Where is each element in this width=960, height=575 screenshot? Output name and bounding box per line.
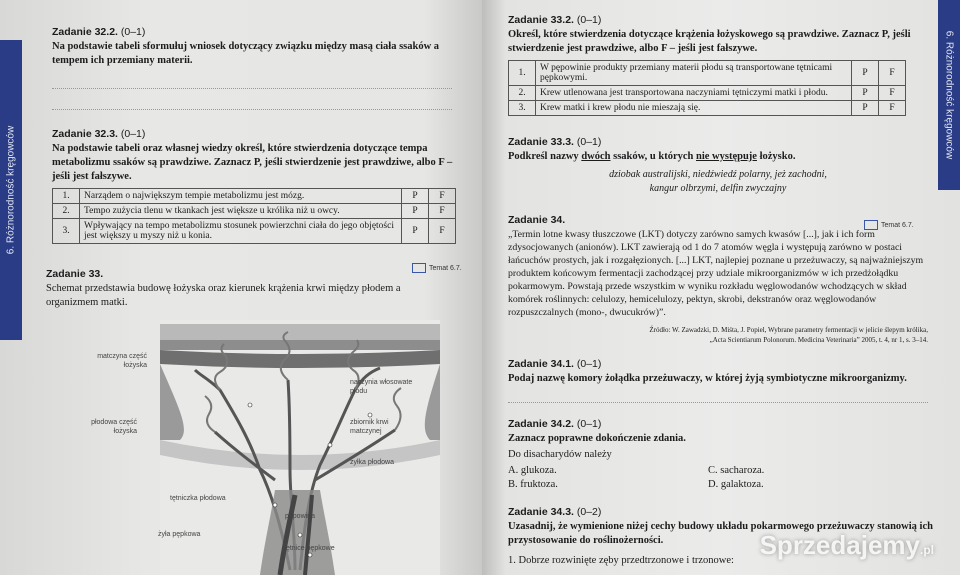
p-option[interactable]: P	[402, 189, 429, 204]
option-c[interactable]: C. sacharoza.	[708, 465, 765, 476]
true-false-table	[52, 188, 456, 244]
task-text: Uzasadnij, że wymienione niżej cechy budowy układu pokarmowego przeżuwaczy stanowią ich przystosowanie do roślinożerności.	[508, 521, 933, 546]
task-text: Schemat przedstawia budowę łożyska oraz kierunek krążenia krwi między płodem a organizmem matki.	[46, 283, 401, 308]
task-title: Zadanie 32.3. (0–1)	[52, 128, 146, 140]
topic-ref[interactable]: Temat 6.7.	[864, 220, 914, 230]
task-title: Zadanie 33.2. (0–1)	[508, 14, 602, 26]
watermark: Sprzedajemy.pl	[759, 530, 934, 560]
task-text: Podkreśl nazwy dwóch ssaków, u których nie występuje łożysko.	[508, 151, 796, 162]
answer-line[interactable]	[52, 97, 452, 110]
label-fetal-placenta: płodowa część łożyska	[91, 419, 137, 435]
label-fetal-capillaries: naczynia włosowate płodu	[350, 379, 413, 395]
source-citation: Źródło: W. Zawadzki, D. Miśta, J. Popiel, Wybrane parametry fermentacji w jelicie ślepym królika, „Acta Scientiarum Polonorum. Medicina Veterinaria” 2005, t. 4, nr 1, s. 3–14.	[649, 326, 928, 344]
lead-text: Do disacharydów należy	[508, 449, 612, 460]
book-icon	[412, 263, 426, 273]
f-option[interactable]: F	[429, 219, 456, 244]
task-text: Określ, które stwierdzenia dotyczące krążenia łożyskowego są prawdziwe. Zaznacz P, jeśli stwierdzenie jest prawdziwe, albo F – jeśli jest fałszywe.	[508, 29, 911, 54]
label-umbilical-vein: żyła pępkowa	[158, 531, 201, 538]
chapter-tab-label: 6. Różnorodność kręgowców	[943, 30, 955, 160]
task-title: Zadanie 33.	[46, 268, 104, 280]
task-text: Na podstawie tabeli oraz własnej wiedzy określ, które stwierdzenia dotyczące tempa metabolizmu ssaków są prawdziwe. Zaznacz P, jeśli stwierdzenie jest prawdziwe, albo F – jeśli jest fałszywe.	[52, 143, 453, 182]
option-d[interactable]: D. galaktoza.	[708, 479, 764, 490]
answer-line[interactable]	[508, 390, 928, 403]
chapter-tab-label: 6. Różnorodność kręgowców	[5, 125, 17, 255]
table-row: 2. Krew utlenowana jest transportowana naczyniami tętniczymi matki i płodu. P F	[509, 86, 906, 101]
task-33-2	[508, 14, 928, 116]
task-title: Zadanie 34.	[508, 214, 566, 226]
table-row: 2. Tempo zużycia tlenu w tkankach jest większe u królika niż u owcy. P F	[53, 204, 456, 219]
task-34-1	[508, 358, 928, 403]
f-option[interactable]: F	[879, 101, 906, 116]
p-option[interactable]: P	[852, 61, 879, 86]
item-1: 1. Dobrze rozwinięte zęby przedtrzonowe i trzonowe:	[508, 555, 734, 566]
p-option[interactable]: P	[402, 219, 429, 244]
answer-line[interactable]	[52, 76, 452, 89]
chapter-tab	[938, 0, 960, 190]
task-title: Zadanie 33.3. (0–1)	[508, 136, 602, 148]
label-maternal-placenta: matczyna część łożyska	[97, 353, 147, 369]
table-row: 1. Narządem o największym tempie metabolizmu jest mózg. P F	[53, 189, 456, 204]
label-umbilical-arteries: tętnice pępkowe	[284, 545, 335, 552]
label-fetal-venule: żyłka płodowa	[350, 459, 394, 466]
f-option[interactable]: F	[879, 61, 906, 86]
f-option[interactable]: F	[429, 189, 456, 204]
table-row: 3. Wpływający na tempo metabolizmu stosunek powierzchni ciała do jego objętości jest większy u myszy niż u konia. P F	[53, 219, 456, 244]
f-option[interactable]: F	[879, 86, 906, 101]
task-title: Zadanie 32.2. (0–1)	[52, 26, 146, 38]
uterine-wall	[160, 324, 440, 340]
task-text: Zaznacz poprawne dokończenie zdania.	[508, 433, 686, 444]
table-row: 1. W pępowinie produkty przemiany materii płodu są transportowane tętnicami pępkowymi. P F	[509, 61, 906, 86]
option-b[interactable]: B. fruktoza.	[508, 479, 558, 490]
task-text: Na podstawie tabeli sformułuj wniosek dotyczący związku między masą ciała ssaków a tempem ich przemiany materii.	[52, 41, 440, 66]
p-option[interactable]: P	[852, 86, 879, 101]
task-34-2	[508, 418, 928, 492]
right-page	[482, 0, 960, 575]
quote-text: „Termin lotne kwasy tłuszczowe (LKT) dotyczy zarówno samych kwasów [...], jak i ich form zdysocjowanych (anionów). LKT zawierają od 1 do 7 atomów węgla i występują zarówno w postaci łańcuchów prostych, jak i rozgałęzionych. [...] LKT, najlepiej poznane u przeżuwaczy, są najważniejszym produktem końcowym fermentacji zachodzącej przy udziale mikroorganizmów w ich przedżołądku pokarmowym. Powstają przede wszystkim w wyniku rozkładu węglowodanów wchodzących w skład komórek roślinnych: celulozy, hemicelulozy, pektyn, skrobi, dekstranów oraz węglowodanów rozpuszczalnych (mono-, dwucukrów)”.	[508, 229, 924, 318]
table-row: 3. Krew matki i krew płodu nie mieszają się. P F	[509, 101, 906, 116]
task-34	[508, 214, 928, 345]
task-title: Zadanie 34.3. (0–2)	[508, 506, 602, 518]
animal-list[interactable]: dziobak australijski, niedźwiedź polarny, jeż zachodni, kangur olbrzymi, delfin zwyczajny	[609, 169, 827, 194]
f-option[interactable]: F	[429, 204, 456, 219]
topic-ref[interactable]: Temat 6.7.	[412, 263, 462, 273]
task-title: Zadanie 34.2. (0–1)	[508, 418, 602, 430]
task-title: Zadanie 34.1. (0–1)	[508, 358, 602, 370]
task-33	[46, 268, 406, 310]
label-maternal-blood-reservoir: zbiornik krwi matczynej	[350, 419, 389, 435]
task-text: Podaj nazwę komory żołądka przeżuwaczy, w której żyją symbiotyczne mikroorganizmy.	[508, 373, 907, 384]
label-umbilical-cord: pępowina	[285, 513, 315, 520]
p-option[interactable]: P	[852, 101, 879, 116]
chapter-tab	[0, 40, 22, 340]
task-32-3	[52, 128, 462, 244]
option-a[interactable]: A. glukoza.	[508, 465, 557, 476]
p-option[interactable]: P	[402, 204, 429, 219]
task-33-3	[508, 136, 928, 196]
task-32-2	[52, 26, 452, 110]
label-fetal-arteriole: tętniczka płodowa	[170, 495, 226, 502]
answer-options	[508, 464, 928, 492]
true-false-table	[508, 60, 906, 116]
